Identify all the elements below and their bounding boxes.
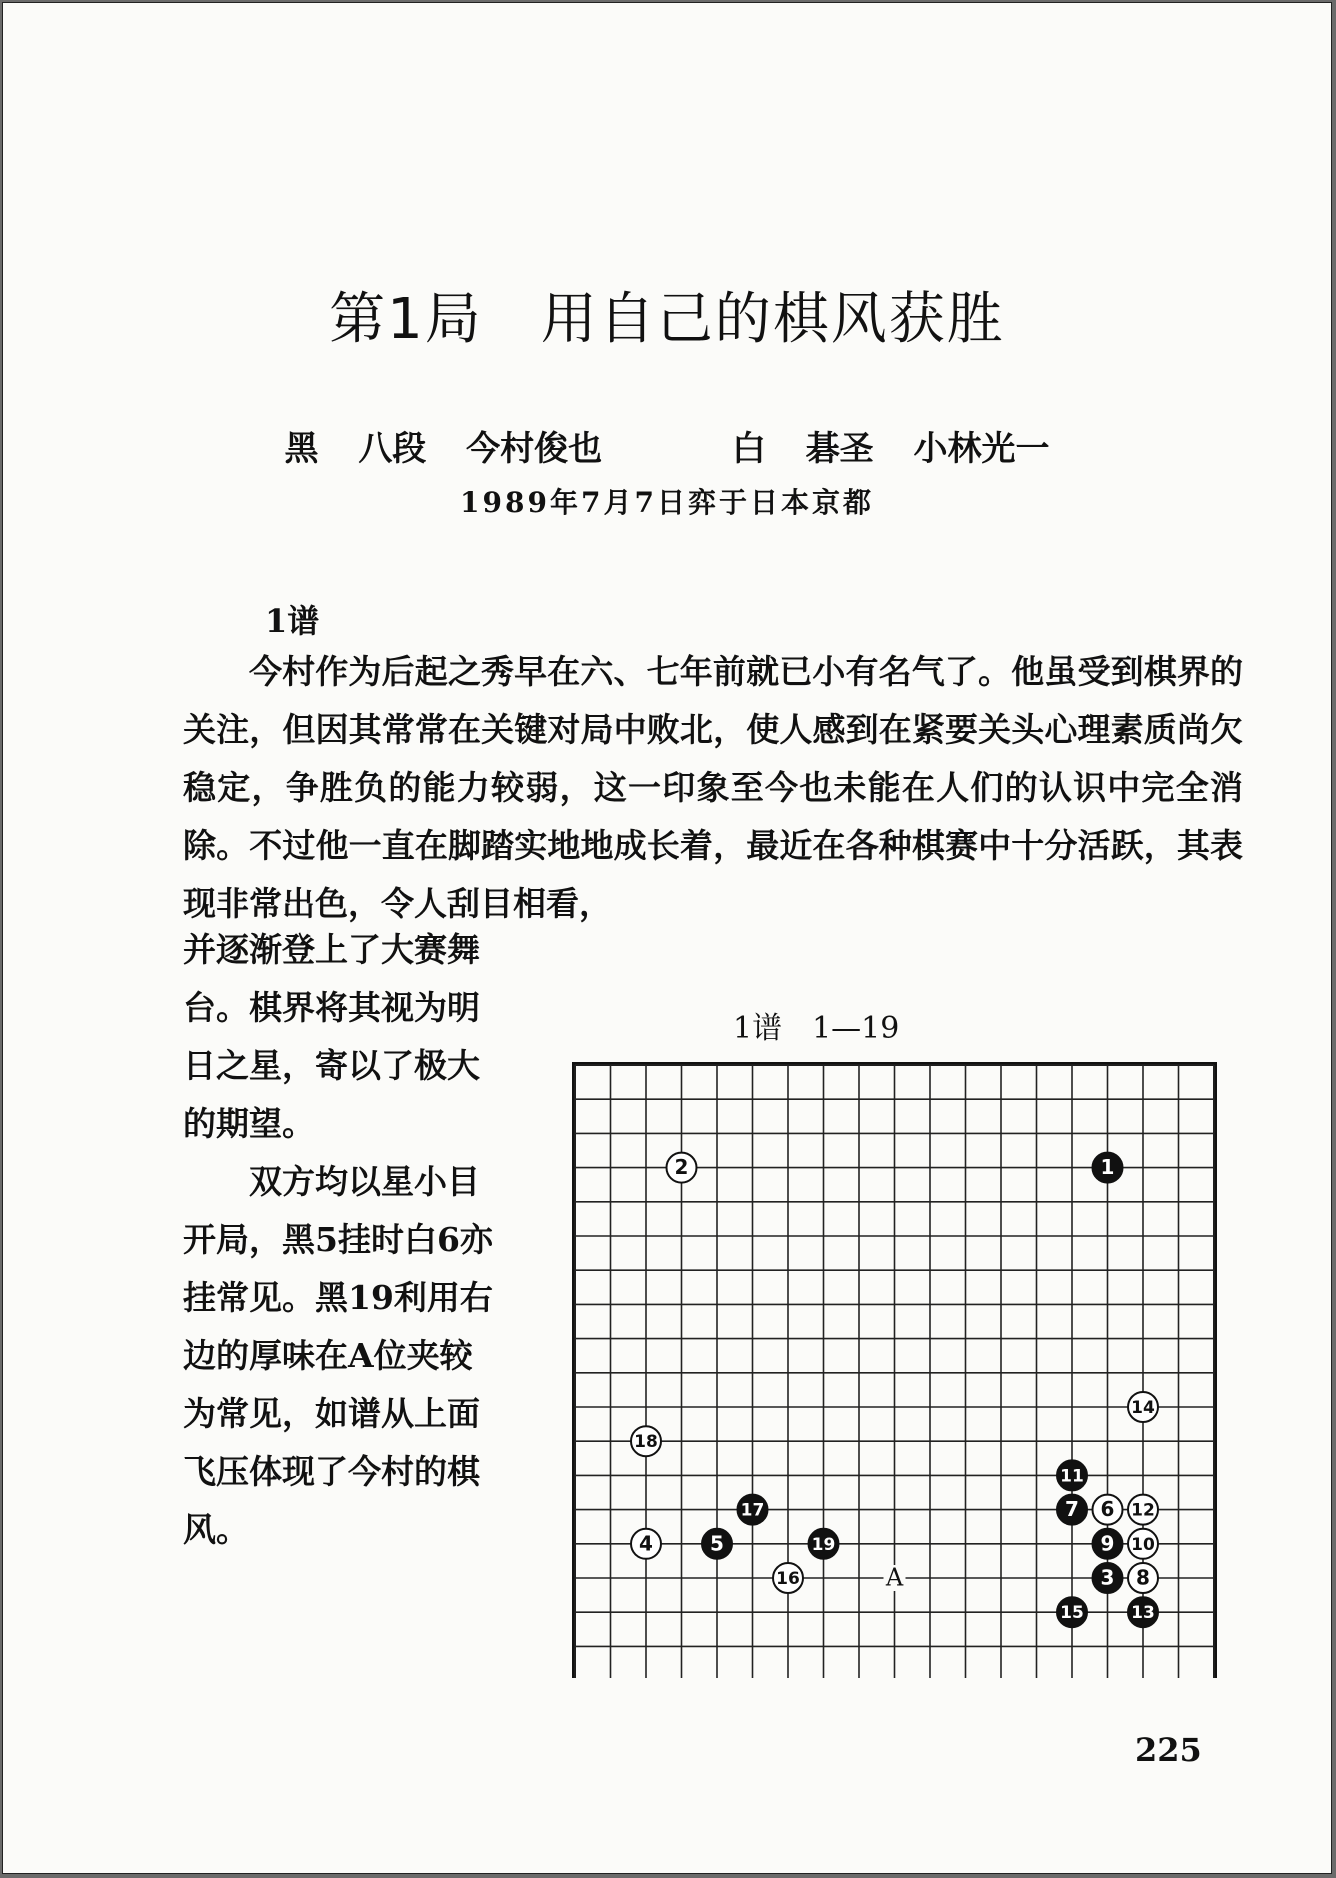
svg-text:12: 12 — [1131, 1500, 1155, 1521]
go-board-diagram — [563, 1053, 1218, 1682]
white-label: 白 — [731, 429, 766, 469]
chapter-title: 第1局 用自己的棋风获胜 — [329, 287, 1005, 352]
white-rank: 碁圣 — [805, 429, 874, 469]
svg-text:13: 13 — [1131, 1603, 1155, 1624]
side-commentary — [183, 921, 498, 1559]
svg-text:11: 11 — [1060, 1466, 1084, 1487]
svg-text:15: 15 — [1060, 1603, 1084, 1624]
game-date: 1989年7月7日弈于日本京都 — [460, 486, 874, 519]
svg-text:2: 2 — [674, 1155, 689, 1180]
stone-3 — [1093, 1563, 1123, 1593]
stone-11 — [1057, 1460, 1087, 1490]
black-rank: 八段 — [358, 429, 427, 469]
stone-7 — [1057, 1495, 1087, 1525]
book-page — [2, 2, 1332, 1874]
svg-text:1: 1 — [1100, 1155, 1115, 1180]
go-board — [563, 1053, 1218, 1678]
black-name: 今村俊也 — [466, 429, 603, 469]
svg-text:16: 16 — [776, 1569, 800, 1589]
svg-text:19: 19 — [811, 1534, 836, 1555]
black-label: 黑 — [284, 429, 319, 469]
svg-text:5: 5 — [710, 1531, 724, 1556]
white-name: 小林光一 — [913, 429, 1050, 469]
stone-15 — [1057, 1597, 1087, 1627]
svg-text:10: 10 — [1131, 1534, 1155, 1555]
stone-18 — [631, 1426, 661, 1456]
stone-4 — [631, 1529, 661, 1559]
stone-17 — [738, 1495, 768, 1525]
stone-5 — [702, 1529, 732, 1559]
stone-13 — [1128, 1597, 1158, 1627]
side-text-1: 并逐渐登上了大赛舞台。棋界将其视为明日之星，寄以了极大的期望。 — [183, 930, 480, 1143]
svg-text:9: 9 — [1100, 1531, 1115, 1556]
diagram-label: 1谱 1—19 — [733, 1011, 900, 1046]
stone-19 — [809, 1529, 839, 1559]
side-text-2: 双方均以星小目开局，黑5挂时白6亦挂常见。黑19利用右边的厚味在A位夹较为常见，如谱从上面飞压体现了今村的棋风。 — [183, 1162, 493, 1549]
svg-text:17: 17 — [740, 1500, 765, 1521]
stone-16 — [773, 1563, 803, 1593]
mark-A — [884, 1564, 906, 1592]
players-line — [3, 421, 1331, 470]
stone-10 — [1128, 1529, 1158, 1559]
stone-2 — [667, 1153, 697, 1183]
commentary-paragraph: 今村作为后起之秀早在六、七年前就已小有名气了。他虽受到棋界的关注，但因其常常在关键对局中败北，使人感到在紧要关头心理素质尚欠稳定，争胜负的能力较弱，这一印象至今也未能在人们的认识中完全消除。不过他一直在脚踏实地地成长着，最近在各种棋赛中十分活跃，其表现非常出色，令人刮目相看， — [183, 652, 1243, 923]
svg-text:3: 3 — [1100, 1565, 1115, 1590]
stone-9 — [1093, 1529, 1123, 1559]
svg-text:6: 6 — [1100, 1497, 1115, 1522]
svg-text:14: 14 — [1131, 1398, 1155, 1418]
stone-14 — [1128, 1392, 1158, 1422]
svg-text:8: 8 — [1136, 1565, 1150, 1590]
stone-12 — [1128, 1495, 1158, 1525]
stone-6 — [1093, 1495, 1123, 1525]
stone-8 — [1128, 1563, 1158, 1593]
section-heading: 1谱 — [265, 602, 320, 640]
stone-1 — [1093, 1153, 1123, 1183]
svg-text:18: 18 — [634, 1432, 658, 1453]
svg-text:7: 7 — [1065, 1497, 1079, 1522]
svg-text:4: 4 — [639, 1531, 653, 1556]
page-number: 225 — [1135, 1731, 1202, 1769]
svg-text:A: A — [885, 1563, 904, 1592]
